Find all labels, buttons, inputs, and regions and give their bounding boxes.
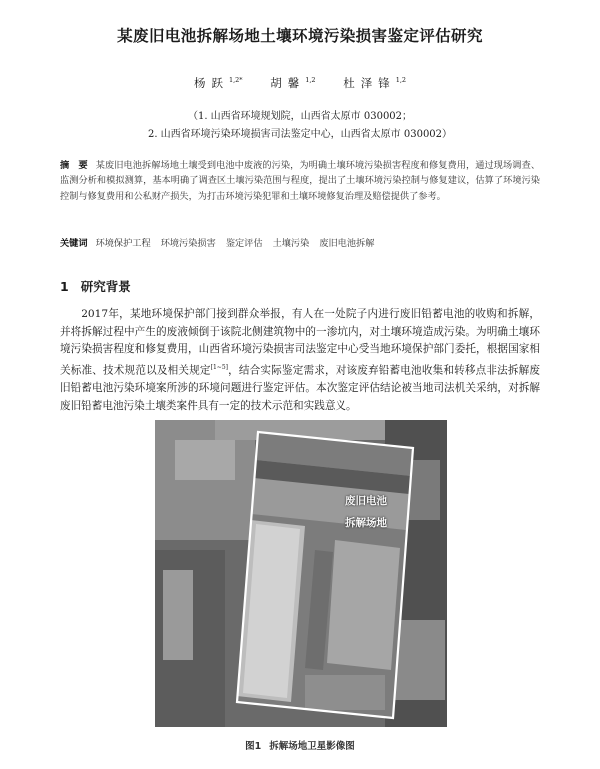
- affiliation-2: 2. 山西省环境污染环境损害司法鉴定中心，山西省太原市 030002）: [147, 129, 453, 140]
- paper-title: 某废旧电池拆解场地土壤环境污染损害鉴定评估研究: [117, 27, 483, 45]
- keyword: 环境保护工程: [95, 238, 151, 249]
- author: 杜泽锋$^{1,2}$: [343, 76, 407, 90]
- author: 杨跃$^{1,2*}$: [193, 76, 243, 90]
- keyword: 鉴定评估: [225, 238, 263, 249]
- body-paragraph: 2017年，某地环境保护部门接到群众举报，有人在一处院子内进行废旧铅蓄电池的收购和拆解，并将拆解过程中产生的废液倾倒于该院北侧建筑物中的一渗坑内，对土壤环境造成污染。为明确土壤环境污染损害程度和修复费用，山西省环境污染损害司法鉴定中心受当地环境保护部门委托，根据国家相关标准、技术规范以及相关规定[1~5]，结合实际鉴定需求，对该废弃铅蓄电池收集和转移点非法拆解废旧铅蓄电池污染环境案所涉的环境问题进行鉴定评估。本次鉴定评估结论被当地司法机关采纳，对拆解废旧铅蓄电池污染土壤类案件具有一定的技术示范和实践意义。: [60, 308, 541, 412]
- keyword: 土壤污染: [272, 238, 310, 249]
- keyword: 环境污染损害: [160, 238, 216, 249]
- author: 胡馨$^{1,2}$: [270, 76, 316, 90]
- section-heading: 1 研究背景: [60, 279, 131, 294]
- abstract-label: 摘 要: [60, 160, 88, 171]
- author-line: [0, 75, 600, 91]
- site-label: 废旧电池 拆解场地: [345, 495, 387, 529]
- satellite-image: [155, 420, 447, 727]
- keywords: [60, 236, 540, 251]
- abstract-text: 某废旧电池拆解场地土壤受到电池中废液的污染，为明确土壤环境污染损害程度和修复费用，通过现场调查、监测分析和模拟测算，基本明确了调查区土壤污染范围与程度，提出了土壤环境污染控制与修复建议，估算了环境污染控制与修复费用和公私财产损失，为打击环境污染犯罪和土壤环境修复治理及赔偿提供了参考。: [60, 160, 541, 202]
- figure-caption: 图1 拆解场地卫星影像图: [245, 741, 355, 752]
- citation-ref[interactable]: [1~5]: [210, 363, 228, 371]
- keywords-label: 关键词: [60, 238, 88, 249]
- affiliation-1: （1. 山西省环境规划院，山西省太原市 030002；: [187, 111, 413, 122]
- keyword: 废旧电池拆解: [319, 238, 375, 249]
- abstract: [60, 158, 540, 204]
